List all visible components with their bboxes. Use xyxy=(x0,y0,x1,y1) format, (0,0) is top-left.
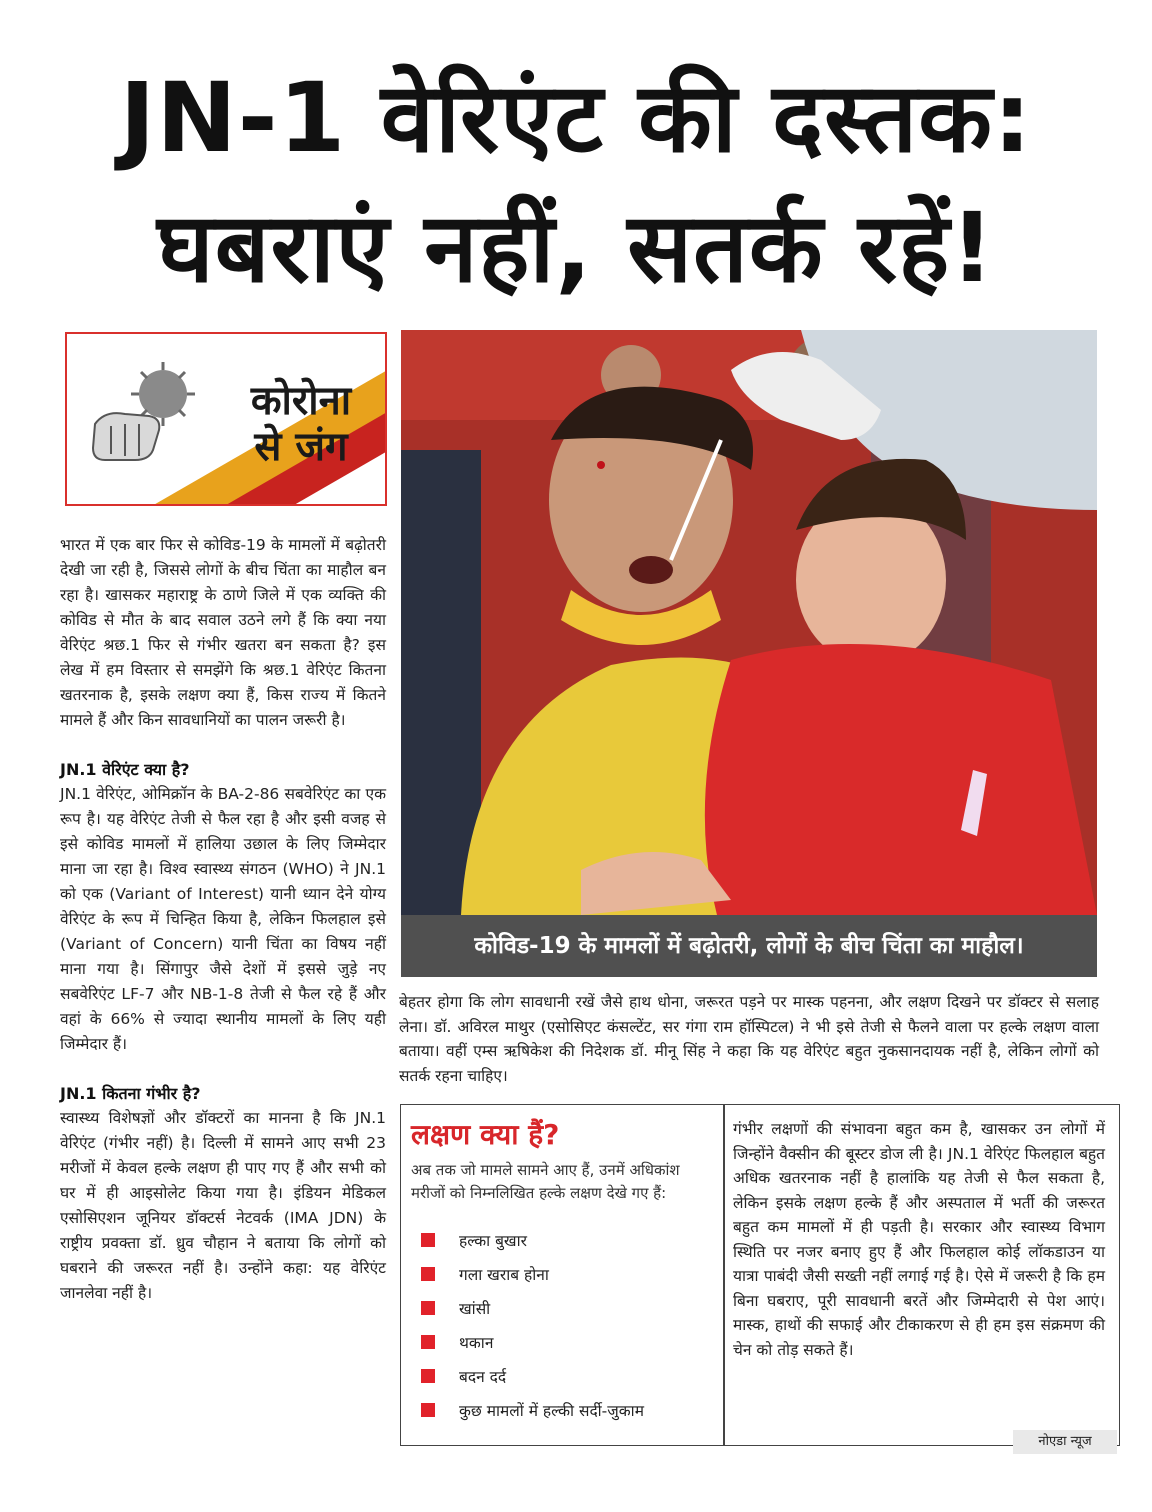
list-item xyxy=(421,1257,644,1291)
list-item xyxy=(421,1291,644,1325)
symptom-label: बदन दर्द xyxy=(459,1368,507,1386)
symptoms-intro: अब तक जो मामले सामने आए हैं, उनमें अधिकांश मरीजों को निम्नलिखित हल्के लक्षण देखे गए हैं: xyxy=(411,1161,680,1202)
symptoms-box xyxy=(400,1104,1120,1446)
symptom-label: कुछ मामलों में हल्की सर्दी-जुकाम xyxy=(459,1402,644,1420)
photo-caption: कोविड-19 के मामलों में बढ़ोतरी, लोगों के बीच चिंता का माहौल। xyxy=(401,915,1097,977)
photo-illustration xyxy=(401,330,1097,915)
bullet-square-icon xyxy=(421,1301,435,1315)
corona-se-jung-logo xyxy=(65,332,387,506)
symptoms-title: लक्षण क्या हैं? xyxy=(411,1118,560,1151)
bullet-square-icon xyxy=(421,1403,435,1417)
section-2-heading: JN.1 कितना गंभीर है? xyxy=(60,1084,201,1103)
list-item xyxy=(421,1223,644,1257)
bullet-square-icon xyxy=(421,1233,435,1247)
logo-text xyxy=(231,378,371,470)
bullet-square-icon xyxy=(421,1369,435,1383)
headline-line-2: घबराएं नहीं, सतर्क रहें! xyxy=(157,192,995,304)
left-column xyxy=(60,533,386,1306)
list-item xyxy=(421,1325,644,1359)
section-1-heading: JN.1 वेरिएंट क्या है? xyxy=(60,760,190,779)
box-right-paragraph: गंभीर लक्षणों की संभावना बहुत कम है, खासकर उन लोगों में जिन्होंने वैक्सीन की बूस्टर डोज ली है। JN.1 वेरिएंट फिलहाल बहुत अधिक खतरनाक नहीं है हालांकि यह तेजी से फैल सकता है, लेकिन इसके लक्षण हल्के हैं और अस्पताल में भर्ती की जरूरत बहुत कम मामलों में ही पड़ती है। सरकार और स्वास्थ्य विभाग स्थिति पर नजर बनाए हुए हैं और फिलहाल कोई लॉकडाउन या यात्रा पाबंदी जैसी सख्ती नहीं लगाई गई है। ऐसे में जरूरी है कि हम बिना घबराए, पूरी सावधानी बरतें और जिम्मेदारी से पेश आएं। मास्क, हाथों की सफाई और टीकाकरण से ही हम इस संक्रमण की चेन को तोड़ सकते हैं। xyxy=(733,1120,1105,1359)
symptom-label: गला खराब होना xyxy=(459,1266,549,1284)
symptom-label: थकान xyxy=(459,1334,494,1352)
headline-line-1: JN-1 वेरिएंट की दस्तक: xyxy=(119,62,1033,174)
section-1-body: JN.1 वेरिएंट, ओमिक्रॉन के BA-2-86 सबवेरिएंट का एक रूप है। यह वेरिएंट तेजी से फैल रहा है और इसी वजह से इसे कोविड मामलों में हालिया उछाल के लिए जिम्मेदार माना जा रहा है। विश्व स्वास्थ्य संगठन (WHO) ने JN.1 को एक (Variant of Interest) यानी ध्यान देने योग्य वेरिएंट के रूप में चिन्हित किया है, लेकिन फिलहाल इसे (Variant of Concern) यानी चिंता का विषय नहीं माना गया है। सिंगापुर जैसे देशों में इससे जुड़े नए सबवेरिएंट LF-7 और NB-1-8 तेजी से फैल रहे हैं और वहां के 66% से ज्यादा स्थानीय मामलों के लिए यही जिम्मेदार हैं। xyxy=(60,785,386,1053)
bullet-square-icon xyxy=(421,1267,435,1281)
logo-text-line-1: कोरोना xyxy=(250,378,352,424)
symptom-label: खांसी xyxy=(459,1300,491,1318)
section-2-body: स्वास्थ्य विशेषज्ञों और डॉक्टरों का मानना है कि JN.1 वेरिएंट (गंभीर नहीं) है। दिल्ली में सामने आए सभी 23 मरीजों में केवल हल्के लक्षण ही पाए गए हैं और सभी को घर में ही आइसोलेट किया गया है। इंडियन मेडिकल एसोसिएशन जूनियर डॉक्टर्स नेटवर्क (IMA JDN) के राष्ट्रीय प्रवक्ता डॉ. ध्रुव चौहान ने बताया कि लोगों को घबराने की जरूरत नहीं है। उन्होंने कहा: यह वेरिएंट जानलेवा नहीं है। xyxy=(60,1109,386,1302)
list-item xyxy=(421,1359,644,1393)
symptoms-list xyxy=(421,1223,644,1427)
middle-paragraph: बेहतर होगा कि लोग सावधानी रखें जैसे हाथ धोना, जरूरत पड़ने पर मास्क पहनना, और लक्षण दिखने पर डॉक्टर से सलाह लेना। डॉ. अविरल माथुर (एसोसिएट कंसल्टेंट, सर गंगा राम हॉस्पिटल) ने भी इसे तेजी से फैलने वाला पर हल्के लक्षण वाला बताया। वहीं एम्स ऋषिकेश की निदेशक डॉ. मीनू सिंह ने कहा कि यह वेरिएंट बहुत नुकसानदायक नहीं है, लेकिन लोगों को सतर्क रहना चाहिए। xyxy=(399,993,1099,1085)
bullet-square-icon xyxy=(421,1335,435,1349)
logo-text-line-2: से जंग xyxy=(254,424,348,470)
list-item xyxy=(421,1393,644,1427)
intro-paragraph: भारत में एक बार फिर से कोविड-19 के मामलों में बढ़ोतरी देखी जा रही है, जिससे लोगों के बीच चिंता का माहौल बन रहा है। खासकर महाराष्ट्र के ठाणे जिले में एक व्यक्ति की कोविड से मौत के बाद सवाल उठने लगे हैं कि क्या नया वेरिएंट श्रछ.1 फिर से गंभीर खतरा बन सकता है? इस लेख में हम विस्तार से समझेंगे कि श्रछ.1 वेरिएंट कितना खतरनाक है, इसके लक्षण क्या हैं, किस राज्य में कितने मामले हैं और किन सावधानियों का पालन जरूरी है। xyxy=(60,536,386,729)
box-divider xyxy=(723,1105,725,1445)
source-credit: नोएडा न्यूज xyxy=(1013,1430,1117,1454)
covid-test-photo xyxy=(401,330,1097,915)
symptom-label: हल्का बुखार xyxy=(459,1232,527,1250)
virus-fist-icon xyxy=(85,354,205,474)
